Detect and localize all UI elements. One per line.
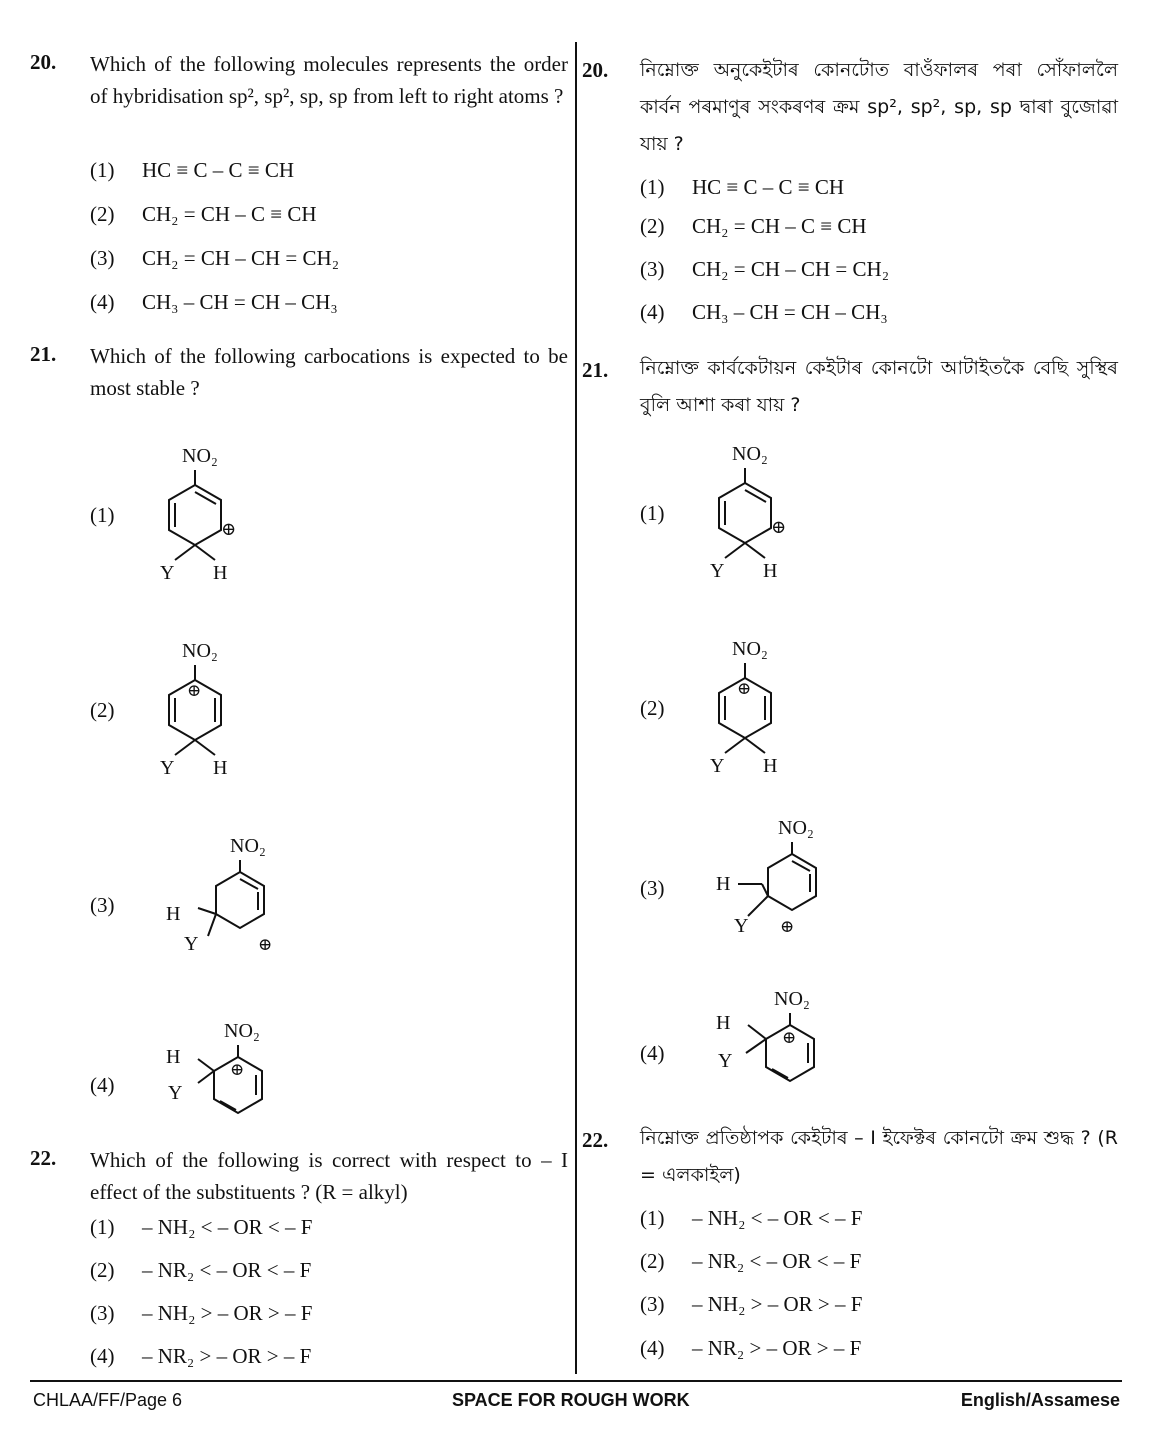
- option-item: [90, 1215, 312, 1240]
- h-label: H: [166, 1046, 181, 1068]
- column-divider: [575, 42, 577, 1374]
- option-item: [90, 158, 294, 183]
- option-item: [90, 246, 339, 271]
- no2-label: NO₂: [182, 640, 218, 662]
- carbocation-structure-3: [712, 812, 862, 937]
- plus-charge: ⊕: [771, 517, 787, 537]
- option-text: – NR₂ > – OR > – F: [692, 1336, 862, 1360]
- option-item: [640, 1206, 862, 1231]
- option-number: (2): [640, 214, 665, 238]
- option-text: CH₃ – CH = CH – CH₃: [692, 300, 888, 324]
- carbocation-structure-4: [160, 1015, 310, 1150]
- option-number: (2): [640, 1249, 665, 1273]
- option-item: [640, 1249, 861, 1274]
- question-text: নিম্নোক্ত অনুকেইটাৰ কোনটোত বাওঁফালৰ পৰা সোঁফাললৈ কাৰ্বন পৰমাণুৰ সংকৰণৰ ক্ৰম sp², sp², sp, sp দ্বাৰা বুজোৱা যায় ?: [640, 59, 1118, 155]
- option-item: [90, 1258, 311, 1283]
- option-number: (3): [90, 893, 115, 917]
- option-number: (4): [90, 1073, 115, 1097]
- option-number: (4): [640, 1041, 665, 1065]
- no2-label: NO₂: [778, 817, 814, 839]
- option-number: (4): [640, 300, 665, 324]
- option-number: (4): [640, 1336, 665, 1360]
- option-item: [90, 202, 317, 227]
- question-number: 20.: [30, 50, 57, 74]
- h-label: H: [716, 873, 731, 895]
- option-number: (2): [640, 696, 665, 720]
- option-number: (1): [640, 175, 665, 199]
- y-label: Y: [718, 1050, 733, 1072]
- plus-charge: ⊕: [737, 679, 752, 698]
- question-text: Which of the following is correct with respect to – I effect of the substituents ? (R = alkyl): [90, 1148, 568, 1204]
- no2-label: NO₂: [732, 638, 768, 660]
- carbocation-structure-3: [160, 830, 310, 955]
- option-number: (2): [90, 698, 115, 722]
- option-number: (4): [90, 290, 115, 314]
- option-text: CH₂ = CH – C ≡ CH: [142, 202, 317, 226]
- option-text: – NH₂ > – OR > – F: [692, 1292, 863, 1316]
- option-item: [640, 1336, 861, 1361]
- question-text: নিম্নোক্ত প্ৰতিষ্ঠাপক কেইটাৰ – I ইফেক্টৰ কোনটো ক্ৰম শুদ্ধ ? (R = এলকাইল): [640, 1127, 1118, 1186]
- option-number: (2): [90, 202, 115, 226]
- option-item: [90, 1344, 311, 1369]
- y-label: Y: [160, 562, 175, 584]
- rough-work-label: SPACE FOR ROUGH WORK: [452, 1390, 690, 1410]
- option-number: (1): [90, 503, 115, 527]
- h-label: H: [213, 757, 228, 779]
- page-code: CHLAA/FF/Page 6: [33, 1390, 183, 1410]
- option-item: [640, 300, 888, 325]
- question-number: 21.: [582, 358, 609, 382]
- option-number: (1): [90, 1215, 115, 1239]
- option-number: (4): [90, 1344, 115, 1368]
- no2-label: NO₂: [224, 1020, 260, 1042]
- y-label: Y: [710, 560, 725, 582]
- option-text: – NR₂ < – OR < – F: [692, 1249, 862, 1273]
- option-text: – NR₂ < – OR < – F: [142, 1258, 312, 1282]
- language-label: English/Assamese: [960, 1390, 1120, 1410]
- option-number: (2): [90, 1258, 115, 1282]
- option-number: (1): [90, 158, 115, 182]
- option-text: – NH₂ < – OR < – F: [692, 1206, 863, 1230]
- no2-label: NO₂: [732, 443, 768, 465]
- h-label: H: [716, 1012, 731, 1034]
- h-label: H: [763, 755, 778, 777]
- option-text: CH₂ = CH – CH = CH₂: [692, 257, 890, 281]
- question-number: 21.: [30, 342, 57, 366]
- plus-charge: ⊕: [258, 935, 273, 954]
- h-label: H: [213, 562, 228, 584]
- no2-label: NO₂: [230, 835, 266, 857]
- option-text: – NH₂ > – OR > – F: [142, 1301, 313, 1325]
- no2-label: NO₂: [774, 988, 810, 1010]
- carbocation-structure-2: [150, 635, 260, 780]
- y-label: Y: [160, 757, 175, 779]
- option-number: (3): [90, 1301, 115, 1325]
- carbocation-structure-1: [150, 440, 260, 585]
- option-item: [90, 1301, 312, 1326]
- option-item: [640, 1292, 862, 1317]
- plus-charge: ⊕: [230, 1060, 245, 1079]
- carbocation-structure-2: [700, 633, 810, 778]
- question-text: Which of the following molecules represents the order of hybridisation sp², sp², sp, sp from left to right atoms ?: [90, 52, 568, 108]
- option-number: (3): [640, 257, 665, 281]
- option-text: CH₂ = CH – C ≡ CH: [692, 214, 867, 238]
- no2-label: NO₂: [182, 445, 218, 467]
- question-number: 22.: [30, 1146, 57, 1170]
- option-number: (3): [640, 1292, 665, 1316]
- footer-rule: [30, 1380, 1122, 1382]
- option-number: (3): [640, 876, 665, 900]
- y-label: Y: [710, 755, 725, 777]
- option-number: (3): [90, 246, 115, 270]
- plus-charge: ⊕: [782, 1028, 797, 1047]
- y-label: Y: [168, 1082, 183, 1104]
- option-number: (1): [640, 501, 665, 525]
- h-label: H: [166, 903, 181, 925]
- question-number: 22.: [582, 1128, 609, 1152]
- plus-charge: ⊕: [221, 519, 237, 539]
- carbocation-structure-1: [700, 438, 810, 583]
- plus-charge: ⊕: [780, 917, 795, 936]
- option-text: CH₂ = CH – CH = CH₂: [142, 246, 340, 270]
- option-item: [640, 175, 844, 200]
- question-text: Which of the following carbocations is expected to be most stable ?: [90, 344, 568, 400]
- option-item: [640, 257, 889, 282]
- option-text: HC ≡ C – C ≡ CH: [692, 175, 845, 199]
- question-text: নিম্নোক্ত কাৰ্বকেটায়ন কেইটাৰ কোনটো আটাইতকৈ বেছি সুস্থিৰ বুলি আশা কৰা যায় ?: [640, 357, 1118, 416]
- h-label: H: [763, 560, 778, 582]
- option-text: CH₃ – CH = CH – CH₃: [142, 290, 338, 314]
- carbocation-structure-4: [712, 983, 862, 1118]
- question-number: 20.: [582, 58, 609, 82]
- option-text: – NR₂ > – OR > – F: [142, 1344, 312, 1368]
- option-number: (1): [640, 1206, 665, 1230]
- option-text: HC ≡ C – C ≡ CH: [142, 158, 295, 182]
- y-label: Y: [734, 915, 749, 937]
- option-text: – NH₂ < – OR < – F: [142, 1215, 313, 1239]
- option-item: [90, 290, 338, 315]
- y-label: Y: [184, 933, 199, 955]
- plus-charge: ⊕: [187, 681, 202, 700]
- option-item: [640, 214, 867, 239]
